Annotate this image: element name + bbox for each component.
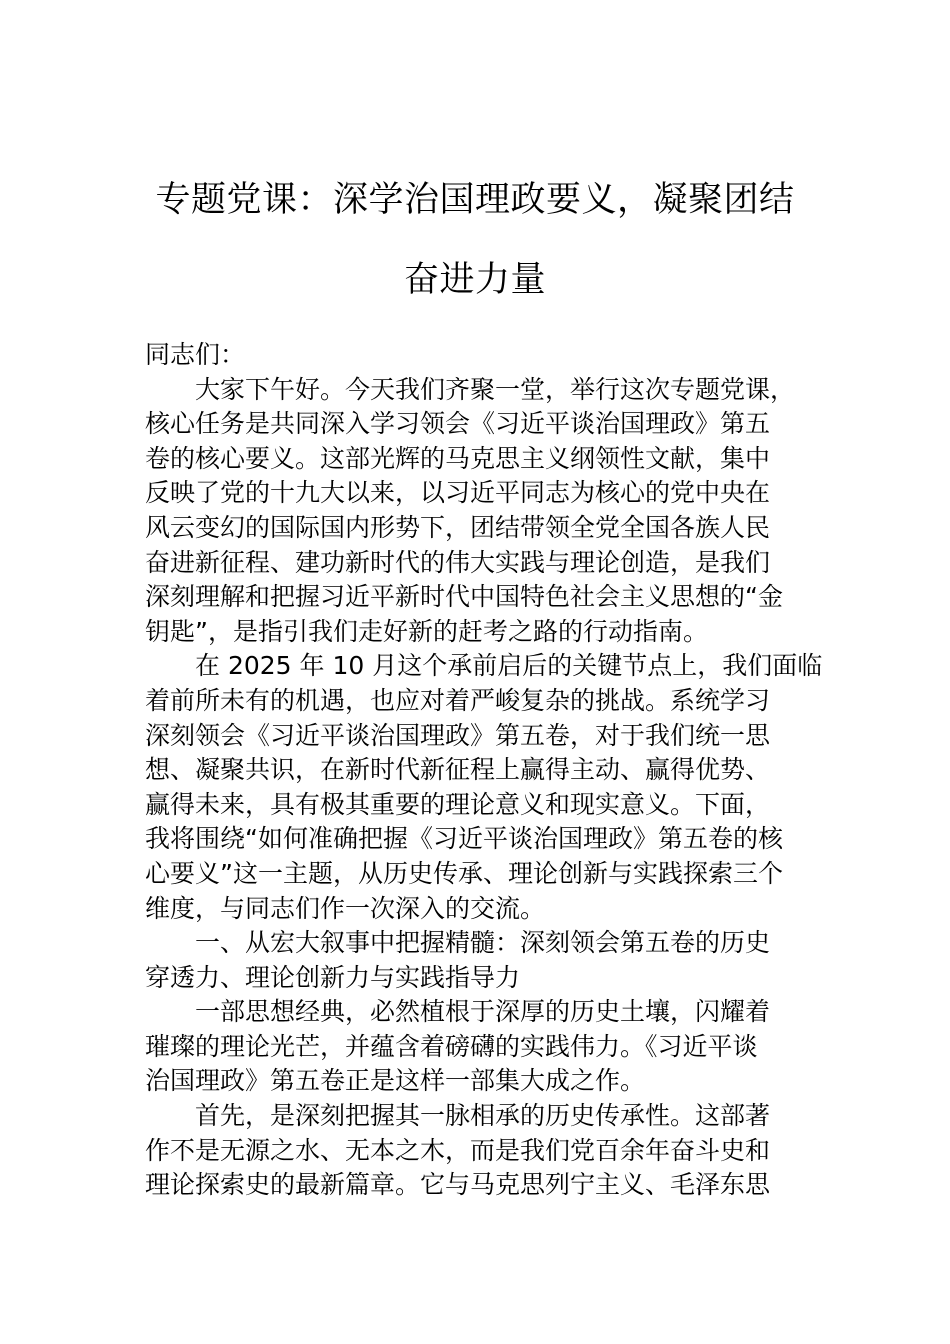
paragraph-line: 钥匙”，是指引我们走好新的赶考之路的行动指南。 <box>145 616 708 646</box>
title-line-1: 专题党课：深学治国理政要义，凝聚团结 <box>155 180 795 220</box>
paragraph-line: 大家下午好。今天我们齐聚一堂，举行这次专题党课， <box>195 374 796 404</box>
paragraph-line: 理论探索史的最新篇章。它与马克思列宁主义、毛泽东思 <box>145 1170 771 1200</box>
heading-line: 穿透力、理论创新力与实践指导力 <box>145 962 521 992</box>
paragraph-line: 卷的核心要义。这部光辉的马克思主义纲领性文献，集中 <box>145 443 771 473</box>
section-heading-1 <box>145 926 815 995</box>
paragraph-line: 治国理政》第五卷正是这样一部集大成之作。 <box>145 1066 646 1096</box>
paragraph-line: 一部思想经典，必然植根于深厚的历史土壤，闪耀着 <box>195 997 771 1027</box>
paragraph-heritage <box>145 1099 815 1203</box>
paragraph-line: 反映了党的十九大以来，以习近平同志为核心的党中央在 <box>145 478 771 508</box>
paragraph-line: 赢得未来，具有极其重要的理论意义和现实意义。下面， <box>145 789 771 819</box>
paragraph-intro <box>145 373 815 650</box>
paragraph-line: 想、凝聚共识，在新时代新征程上赢得主动、赢得优势、 <box>145 755 771 785</box>
salutation: 同志们： <box>145 340 246 369</box>
paragraph-line: 深刻理解和把握习近平新时代中国特色社会主义思想的“金 <box>145 582 783 612</box>
heading-line: 一、从宏大叙事中把握精髓：深刻领会第五卷的历史 <box>195 928 771 958</box>
document-body <box>145 338 823 1203</box>
paragraph-line: 奋进新征程、建功新时代的伟大实践与理论创造，是我们 <box>145 547 771 577</box>
paragraph-line: 维度，与同志们作一次深入的交流。 <box>145 893 546 923</box>
paragraph-line: 在 2025 年 10 月这个承前启后的关键节点上，我们面临 <box>195 651 823 681</box>
paragraph-line: 核心任务是共同深入学习领会《习近平谈治国理政》第五 <box>145 409 771 439</box>
paragraph-line: 我将围绕“如何准确把握《习近平谈治国理政》第五卷的核 <box>145 824 783 854</box>
paragraph-line: 风云变幻的国际国内形势下，团结带领全党全国各族人民 <box>145 512 771 542</box>
paragraph-line: 着前所未有的机遇，也应对着严峻复杂的挑战。系统学习 <box>145 685 771 715</box>
title-line-2: 奋进力量 <box>403 260 546 300</box>
paragraph-classic <box>145 995 815 1099</box>
paragraph-context <box>145 649 823 926</box>
paragraph-line: 璀璨的理论光芒，并蕴含着磅礴的实践伟力。《习近平谈 <box>145 1031 758 1061</box>
paragraph-line: 心要义”这一主题，从历史传承、理论创新与实践探索三个 <box>145 858 783 888</box>
document-title <box>0 160 950 320</box>
paragraph-line: 深刻领会《习近平谈治国理政》第五卷，对于我们统一思 <box>145 720 771 750</box>
paragraph-line: 首先，是深刻把握其一脉相承的历史传承性。这部著 <box>195 1101 771 1131</box>
paragraph-line: 作不是无源之水、无本之木，而是我们党百余年奋斗史和 <box>145 1135 771 1165</box>
